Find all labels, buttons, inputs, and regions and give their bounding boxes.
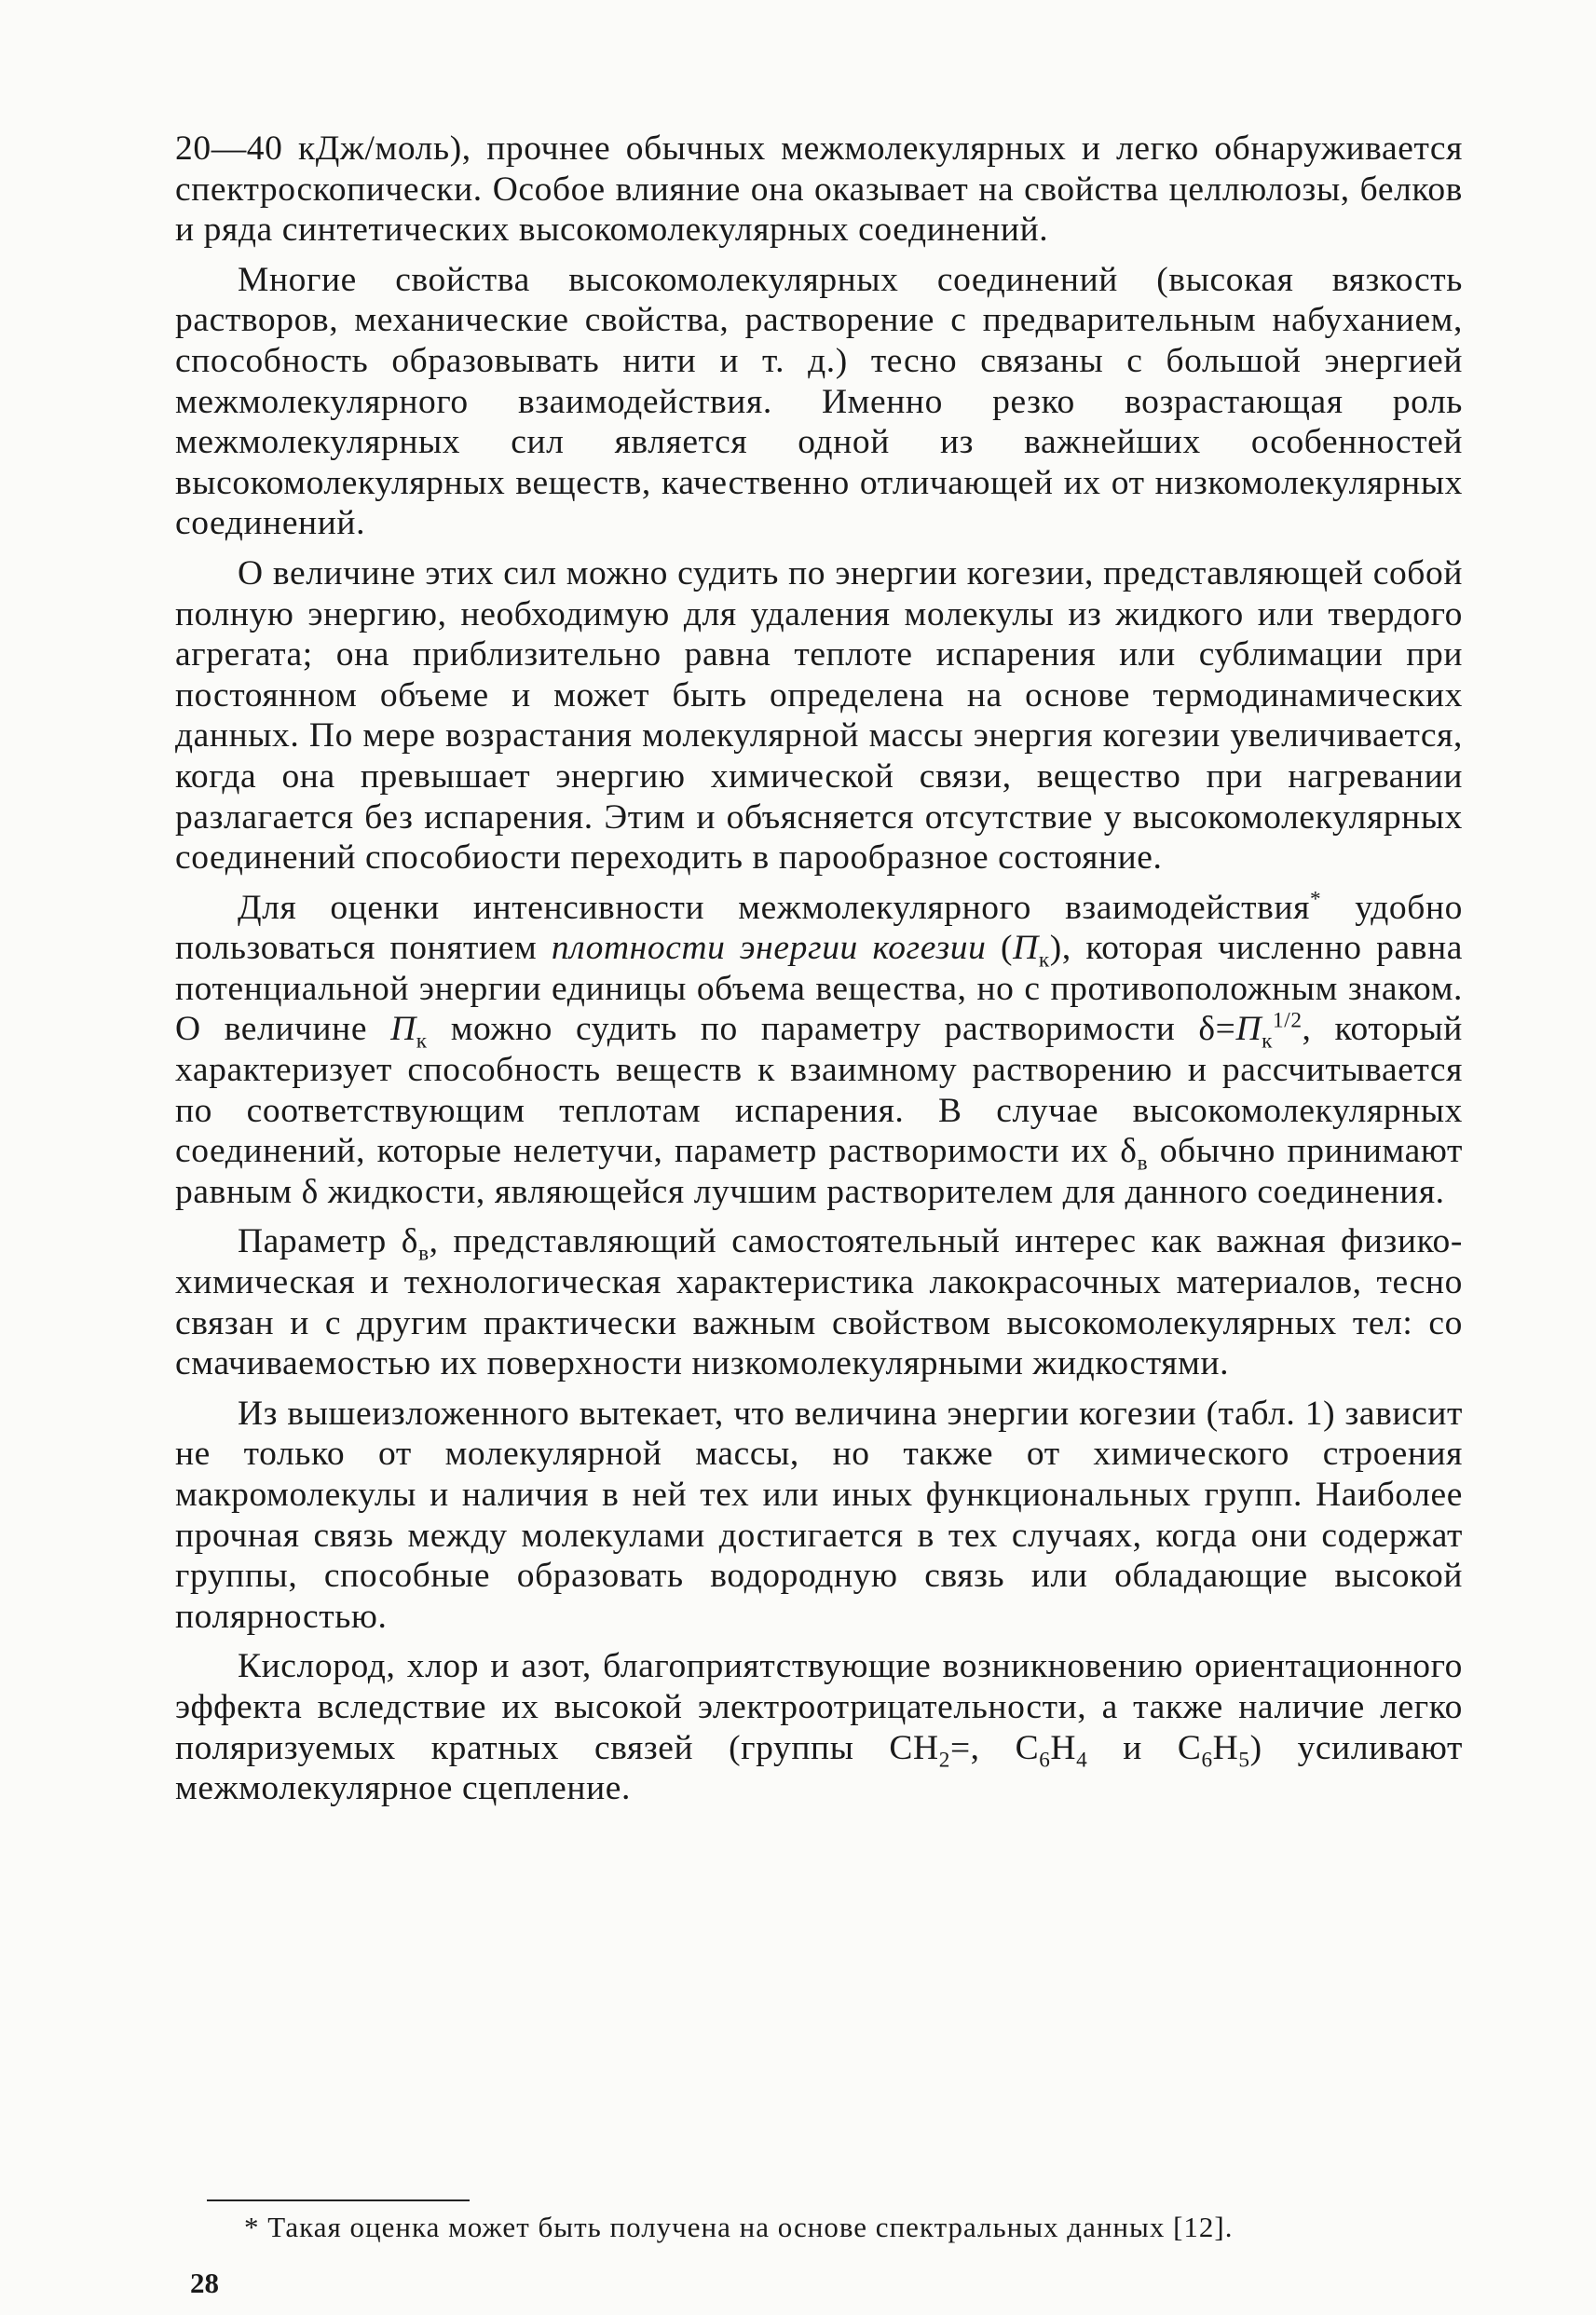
paragraph-4-text: , который характеризует способность веществ к взаимному растворению и рассчитывается по соответствующим теплотам испарения. В случае высокомолекулярных соединений, которые нелетучи, параметр растворимости их δ xyxy=(175,1010,1463,1171)
paragraph-3-text: О величине этих сил можно судить по энергии когезии, представляющей собой полную энергию, необходимую для удаления молекулы из жидкого или твердого агрегата; она приблизительно равна теплоте испарения или сублимации при постоянном объеме и может быть определена на основе термодинамических данных. По мере возрастания молекулярной массы энергия когезии увеличивается, когда она превышает энергию химической связи, вещество при нагревании разлагается без испарения. Этим и объясняется отсутствие у высокомолекулярных соединений способиости переходить в парообразное состояние. xyxy=(175,553,1463,878)
paragraph-7-text: 5 xyxy=(1238,1748,1250,1773)
paragraph-7-text: Кислород, хлор и азот, благоприятствующие возникновению ориентационного эффекта вследствие их высокой электроотрицательности, а также наличие легко поляризуемых кратных связей (группы СН xyxy=(175,1647,1463,1767)
paragraph-4-text: к xyxy=(1262,1028,1274,1054)
paragraph-7 xyxy=(175,1646,1463,1808)
paragraph-7-text: 6 xyxy=(1201,1748,1213,1773)
paragraph-7-text: =, С xyxy=(949,1728,1040,1767)
paragraph-1 xyxy=(175,129,1463,251)
paragraph-4-text: * xyxy=(1309,887,1322,912)
paragraph-6-text: Из вышеизложенного вытекает, что величина энергии когезии (табл. 1) зависит не только от молекулярной массы, но также от химического строения макромолекулы и наличия в ней тех или иных функциональных групп. Наиболее прочная связь между молекулами достигается в тех случаях, когда они содержат группы, способные образовать водородную связь или обладающие высокой полярностью. xyxy=(175,1394,1463,1636)
paragraph-5-text: Параметр δ xyxy=(238,1222,419,1261)
footnote: * Такая оценка может быть получена на основе спектральных данных [12]. xyxy=(244,2211,1234,2243)
paragraph-4-text: удобно пользоваться понятием xyxy=(175,888,1463,968)
paragraph-4-text: ), которая численно равна потенциальной энергии единицы объема вещества, но с противоположным знаком. О величине xyxy=(175,929,1463,1049)
paragraph-1-text: 20—40 кДж/моль), прочнее обычных межмолекулярных и легко обнаруживается спектроскопически. Особое влияние она оказывает на свойства целлюлозы, белков и ряда синтетических высокомолекулярных соединений. xyxy=(175,129,1463,250)
page-body xyxy=(175,129,1463,1818)
paragraph-4-text: в xyxy=(1137,1151,1149,1176)
paragraph-4-text: к xyxy=(1038,947,1050,973)
paragraph-4-text: к xyxy=(416,1028,428,1054)
paragraph-4-text: ( xyxy=(986,929,1014,968)
paragraph-7-text: 2 xyxy=(938,1748,950,1773)
paragraph-4-text: П xyxy=(1013,929,1039,968)
paragraph-4-text: П xyxy=(1235,1010,1262,1049)
paragraph-4-text: плотности энергии когезии xyxy=(551,929,987,968)
paragraph-7-text: Н xyxy=(1212,1728,1239,1767)
footnote-divider xyxy=(207,2199,470,2201)
paragraph-4-text: обычно принимают равным δ жидкости, являющейся лучшим растворителем для данного соединения. xyxy=(175,1132,1463,1211)
paragraph-5-text: , представляющий самостоятельный интерес как важная физико-химическая и технологическая характеристика лакокрасочных материалов, тесно связан и с другим практически важным свойством высокомолекулярных тел: со смачиваемостью их поверхности низкомолекулярными жидкостями. xyxy=(175,1222,1463,1383)
paragraph-7-text: Н xyxy=(1050,1728,1077,1767)
paragraph-4-text: можно судить по параметру растворимости δ= xyxy=(427,1010,1236,1049)
paragraph-6 xyxy=(175,1394,1463,1638)
paragraph-7-text: 4 xyxy=(1076,1748,1088,1773)
paragraph-5-text: в xyxy=(418,1241,430,1266)
paragraph-4-text: 1/2 xyxy=(1273,1008,1303,1033)
paragraph-3 xyxy=(175,553,1463,878)
paragraph-7-text: 6 xyxy=(1039,1748,1051,1773)
paragraph-5 xyxy=(175,1221,1463,1383)
paragraph-4 xyxy=(175,888,1463,1213)
page-number: 28 xyxy=(190,2267,219,2299)
paragraph-7-text: и С xyxy=(1087,1728,1202,1767)
paragraph-2 xyxy=(175,260,1463,544)
paragraph-4-text: Для оценки интенсивности межмолекулярного взаимодействия xyxy=(238,888,1310,927)
paragraph-7-text: ) усиливают межмолекулярное сцепление. xyxy=(175,1728,1463,1808)
paragraph-2-text: Многие свойства высокомолекулярных соединений (высокая вязкость растворов, механические свойства, растворение с предварительным набуханием, способность образовывать нити и т. д.) тесно связаны с большой энергией межмолекулярного взаимодействия. Именно резко возрастающая роль межмолекулярных сил является одной из важнейших особенностей высокомолекулярных веществ, качественно отличающей их от низкомолекулярных соединений. xyxy=(175,260,1463,543)
paragraph-4-text: П xyxy=(390,1010,416,1049)
